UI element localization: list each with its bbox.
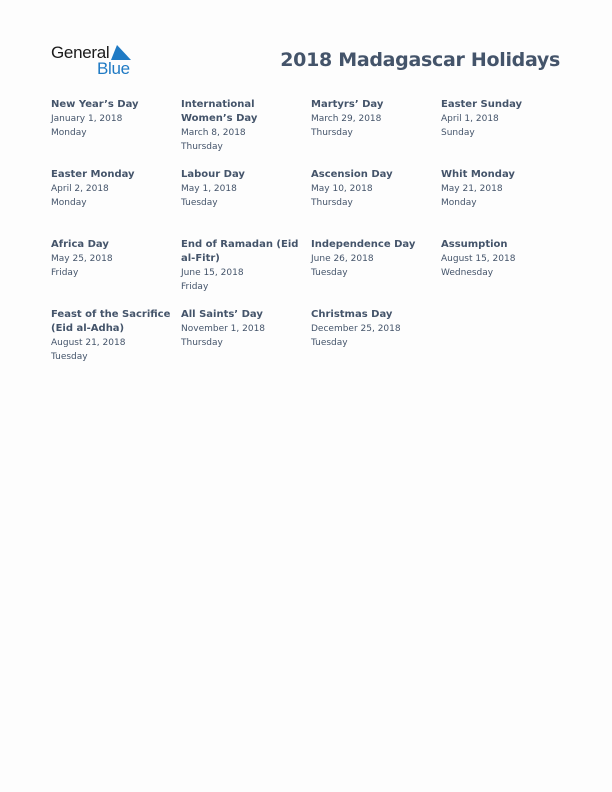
holiday-date: May 10, 2018 [311, 184, 373, 194]
holiday-name: New Year’s Day [51, 99, 139, 110]
holiday-date: May 1, 2018 [181, 184, 237, 194]
holiday-date: May 21, 2018 [441, 184, 503, 194]
holiday-item [311, 98, 433, 140]
holiday-weekday: Friday [181, 282, 209, 292]
holiday-date: June 26, 2018 [311, 254, 374, 264]
holiday-date: November 1, 2018 [181, 324, 266, 334]
holiday-item [51, 308, 173, 364]
holiday-name: Labour Day [181, 169, 245, 180]
holiday-name: Africa Day [51, 239, 109, 250]
generalblue-logo [51, 44, 141, 78]
holiday-date: May 25, 2018 [51, 254, 113, 264]
holiday-date: January 1, 2018 [51, 114, 123, 124]
holiday-item [181, 168, 303, 210]
holiday-name: Whit Monday [441, 169, 515, 180]
holiday-date: March 8, 2018 [181, 128, 246, 138]
logo-text-blue: Blue [97, 59, 130, 78]
holiday-name: Feast of the Sacrifice (Eid al-Adha) [51, 309, 171, 334]
holiday-date: December 25, 2018 [311, 324, 401, 334]
holiday-item [51, 98, 173, 140]
holiday-item [181, 308, 303, 350]
holiday-name: Assumption [441, 239, 508, 250]
holiday-item [441, 98, 563, 140]
holiday-item [311, 238, 433, 280]
holiday-weekday: Sunday [441, 128, 475, 138]
holiday-name: Christmas Day [311, 309, 393, 320]
holiday-date: August 21, 2018 [51, 338, 126, 348]
holiday-item [51, 238, 173, 280]
holiday-weekday: Tuesday [311, 338, 348, 348]
holiday-weekday: Thursday [311, 128, 353, 138]
logo-triangle-icon [111, 45, 131, 60]
holiday-item [311, 168, 433, 210]
holiday-weekday: Thursday [181, 338, 223, 348]
holiday-date: April 2, 2018 [51, 184, 109, 194]
page-title: 2018 Madagascar Holidays [280, 49, 560, 71]
holiday-item [181, 238, 303, 294]
holiday-item [441, 238, 563, 280]
holiday-date: August 15, 2018 [441, 254, 516, 264]
holiday-date: March 29, 2018 [311, 114, 382, 124]
holiday-weekday: Tuesday [311, 268, 348, 278]
holiday-weekday: Tuesday [181, 198, 218, 208]
holiday-weekday: Tuesday [51, 352, 88, 362]
holiday-item [311, 308, 433, 350]
holiday-name: Martyrs’ Day [311, 99, 384, 110]
logo-text-general: General [51, 43, 110, 62]
holiday-name: Ascension Day [311, 169, 393, 180]
holiday-date: June 15, 2018 [181, 268, 244, 278]
holiday-weekday: Monday [51, 128, 87, 138]
holiday-name: Easter Sunday [441, 99, 523, 110]
holiday-name: Easter Monday [51, 169, 135, 180]
holiday-weekday: Monday [51, 198, 87, 208]
holiday-weekday: Thursday [181, 142, 223, 152]
holiday-item [441, 168, 563, 210]
holiday-weekday: Thursday [311, 198, 353, 208]
holiday-weekday: Wednesday [441, 268, 494, 278]
holiday-weekday: Monday [441, 198, 477, 208]
holiday-date: April 1, 2018 [441, 114, 499, 124]
holiday-name: All Saints’ Day [181, 309, 263, 320]
holiday-weekday: Friday [51, 268, 79, 278]
holiday-item [181, 98, 303, 154]
holiday-name: End of Ramadan (Eid al-Fitr) [181, 239, 299, 264]
holiday-item [51, 168, 173, 210]
holiday-name: International Women’s Day [181, 99, 258, 124]
holiday-name: Independence Day [311, 239, 416, 250]
